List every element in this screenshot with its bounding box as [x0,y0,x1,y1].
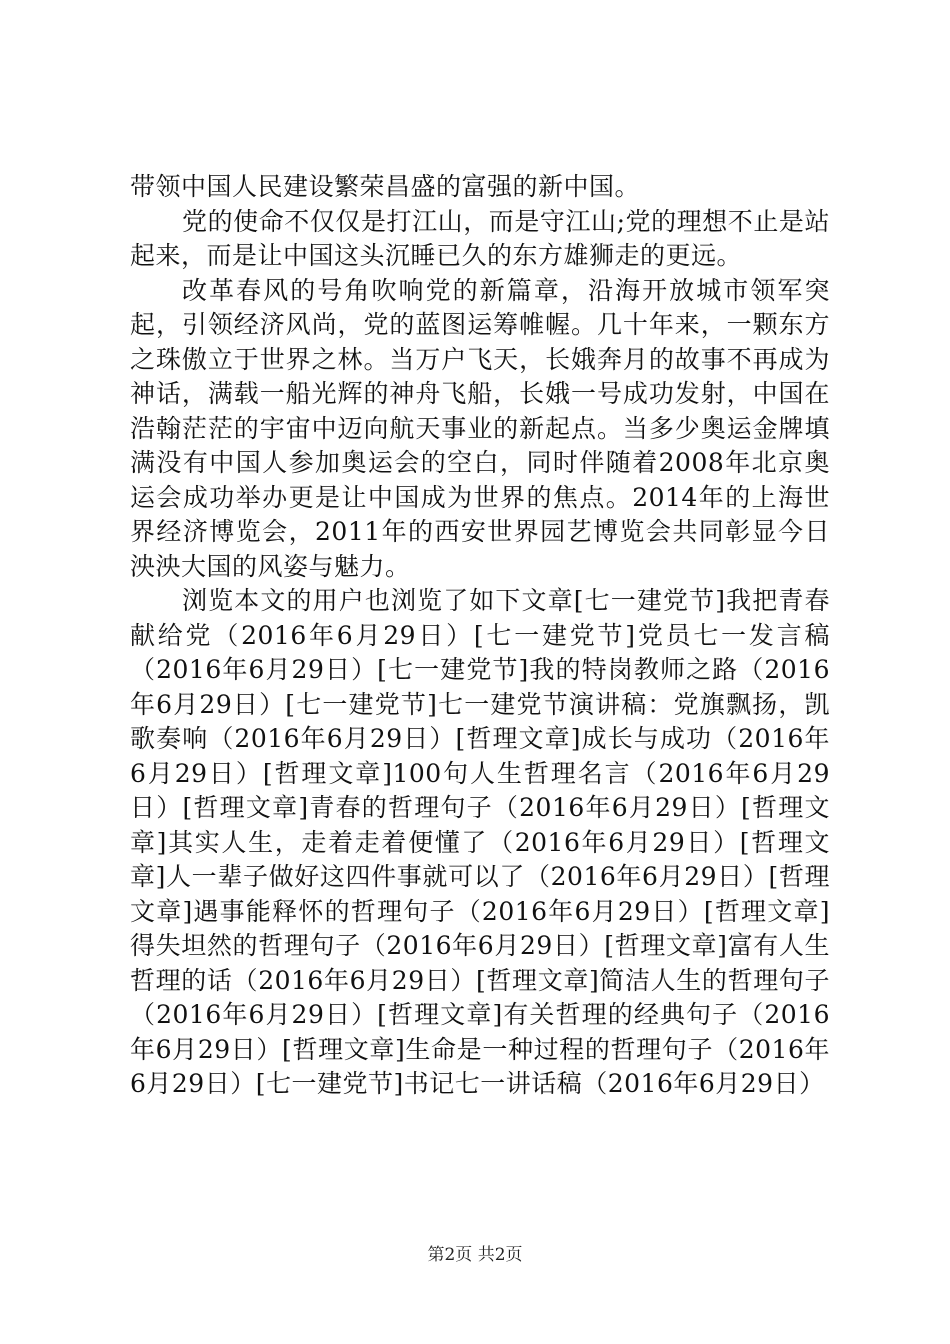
paragraph-continuation: 带领中国人民建设繁荣昌盛的富强的新中国。 [130,172,641,201]
document-body [130,170,830,1102]
page-number-footer: 第2页 共2页 [427,1245,523,1265]
paragraph-related-articles: 浏览本文的用户也浏览了如下文章[七一建党节]我把青春献给党（2016年6月29日）[七一建党节]党员七一发言稿（2016年6月29日）[七一建党节]我的特岗教师之路（2016年6月29日）[七一建党节]七一建党节演讲稿：党旗飘扬，凯歌奏响（2016年6月29日）[哲理文章]成长与成功（2016年6月29日）[哲理文章]100句人生哲理名言（2016年6月29日）[哲理文章]青春的哲理句子（2016年6月29日）[哲理文章]其实人生，走着走着便懂了（2016年6月29日）[哲理文章]人一辈子做好这四件事就可以了（2016年6月29日）[哲理文章]遇事能释怀的哲理句子（2016年6月29日）[哲理文章]得失坦然的哲理句子（2016年6月29日）[哲理文章]富有人生哲理的话（2016年6月29日）[哲理文章]简洁人生的哲理句子（2016年6月29日）[哲理文章]有关哲理的经典句子（2016年6月29日）[哲理文章]生命是一种过程的哲理句子（2016年6月29日）[七一建党节]书记七一讲话稿（2016年6月29日） [130,586,830,1098]
paragraph-reform: 改革春风的号角吹响党的新篇章，沿海开放城市领军突起，引领经济风尚，党的蓝图运筹帷幄。几十年来，一颗东方之珠傲立于世界之林。当万户飞天，长娥奔月的故事不再成为神话，满载一船光辉的神舟飞船，长娥一号成功发射，中国在浩翰茫茫的宇宙中迈向航天事业的新起点。当多少奥运金牌填满没有中国人参加奥运会的空白，同时伴随着2008年北京奥运会成功举办更是让中国成为世界的焦点。2014年的上海世界经济博览会，2011年的西安世界园艺博览会共同彰显今日泱泱大国的风姿与魅力。 [130,275,830,581]
paragraph-mission: 党的使命不仅仅是打江山，而是守江山;党的理想不止是站起来，而是让中国这头沉睡已久的东方雄狮走的更远。 [130,206,830,270]
